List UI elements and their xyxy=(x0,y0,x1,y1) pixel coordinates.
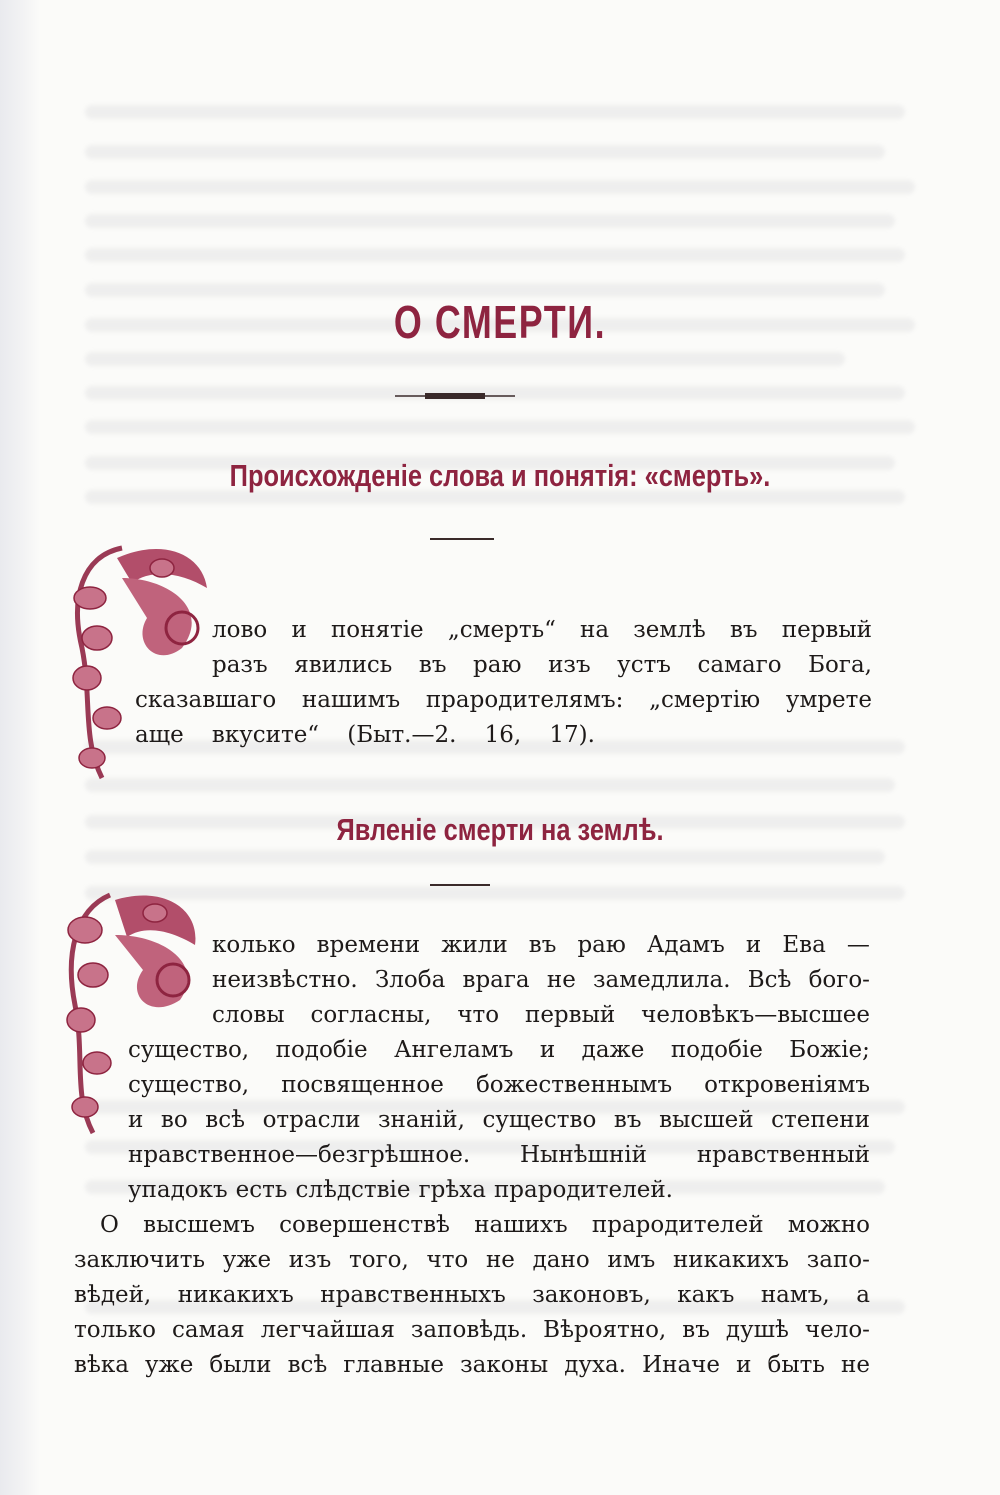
section-divider-2 xyxy=(430,884,490,886)
section-heading-appearance: Явленіе смерти на землѣ. xyxy=(336,812,664,847)
text-line: нравственное—безгрѣшное. Нынѣшній нравственный xyxy=(128,1142,870,1168)
text-line: упадокъ есть слѣдствіе грѣха прародителей. xyxy=(128,1177,673,1203)
text-line: и во всѣ отрасли знаній, существо въ высшей степени xyxy=(128,1107,870,1133)
text-line: неизвѣстно. Злоба врага не замедлила. Всѣ бого- xyxy=(212,967,870,993)
text-line: лово и понятіе „смерть“ на землѣ въ первый xyxy=(212,617,872,643)
drop-cap-floral-1-icon xyxy=(62,538,212,788)
text-line: колько времени жили въ раю Адамъ и Ева — xyxy=(212,932,870,958)
text-line: заключить уже изъ того, что не дано имъ никакихъ запо- xyxy=(74,1247,870,1273)
drop-cap-floral-2-icon xyxy=(55,885,205,1140)
title-ornament-rule xyxy=(395,386,515,406)
text-line: аще вкусите“ (Быт.—2. 16, 17). xyxy=(135,722,595,748)
page-gutter-shadow xyxy=(0,0,40,1495)
text-line: словы согласны, что первый человѣкъ—высшее xyxy=(212,1002,870,1028)
section-heading-origin: Происхожденіе слова и понятія: «смерть». xyxy=(229,458,771,493)
text-line: О высшемъ совершенствѣ нашихъ прародителей можно xyxy=(100,1212,870,1238)
text-line: разъ явились въ раю изъ устъ самаго Бога, xyxy=(212,652,872,678)
section-divider-1 xyxy=(430,538,494,540)
text-line: вѣдей, никакихъ нравственныхъ законовъ, какъ намъ, а xyxy=(74,1282,870,1308)
text-line: существо, посвященное божественнымъ откровеніямъ xyxy=(128,1072,870,1098)
text-line: сказавшаго нашимъ прародителямъ: „смертію умрете xyxy=(135,687,872,713)
text-line: существо, подобіе Ангеламъ и даже подобіе Божіе; xyxy=(128,1037,870,1063)
text-line: вѣка уже были всѣ главные законы духа. Иначе и быть не xyxy=(74,1352,870,1378)
chapter-title: О СМЕРТИ. xyxy=(393,296,607,348)
text-line: только самая легчайшая заповѣдь. Вѣроятно, въ душѣ чело- xyxy=(74,1317,870,1343)
